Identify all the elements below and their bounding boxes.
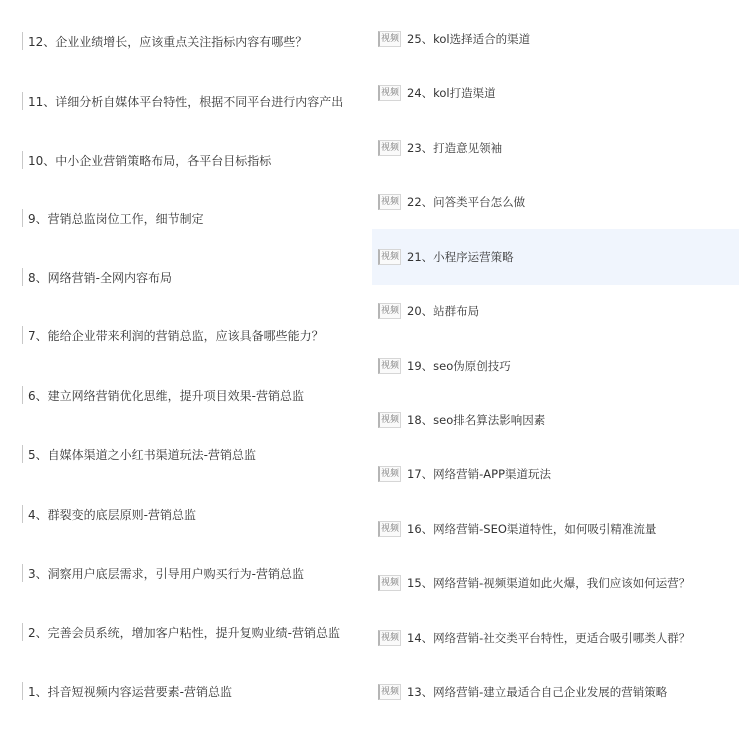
list-item[interactable]	[0, 621, 370, 643]
video-item-label: 19、seo伪原创技巧	[407, 359, 511, 373]
video-item-label: 20、站群布局	[407, 304, 480, 318]
list-item-label: 8、网络营销-全网内容布局	[28, 270, 172, 285]
list-item[interactable]	[0, 149, 370, 171]
list-item-label: 1、抖音短视频内容运营要素-营销总监	[28, 684, 232, 699]
video-badge-icon: 视频	[378, 303, 401, 319]
list-item-label: 4、群裂变的底层原则-营销总监	[28, 507, 196, 522]
list-item[interactable]	[0, 90, 370, 112]
video-item-label: 14、网络营销-社交类平台特性，更适合吸引哪类人群？	[407, 631, 691, 645]
list-item-label: 9、营销总监岗位工作，细节制定	[28, 211, 204, 226]
video-item-label: 16、网络营销-SEO渠道特性，如何吸引精准流量	[407, 522, 657, 536]
video-item-label: 17、网络营销-APP渠道玩法	[407, 467, 552, 481]
video-badge-icon: 视频	[378, 466, 401, 482]
video-list-item[interactable]	[372, 512, 739, 546]
list-item-label: 3、洞察用户底层需求，引导用户购买行为-营销总监	[28, 566, 304, 581]
list-item-label: 5、自媒体渠道之小红书渠道玩法-营销总监	[28, 447, 256, 462]
list-item[interactable]	[0, 562, 370, 584]
video-badge-icon: 视频	[378, 412, 401, 428]
video-list-item[interactable]	[372, 675, 739, 709]
video-badge-icon: 视频	[378, 140, 401, 156]
video-list-item[interactable]	[372, 566, 739, 600]
video-item-label: 21、小程序运营策略	[407, 250, 514, 264]
video-badge-icon: 视频	[378, 684, 401, 700]
video-list-item[interactable]	[372, 185, 739, 219]
video-item-label: 25、kol选择适合的渠道	[407, 32, 531, 46]
video-list-item[interactable]	[372, 403, 739, 437]
video-badge-icon: 视频	[378, 194, 401, 210]
video-list-item[interactable]	[372, 131, 739, 165]
video-list-item[interactable]	[372, 76, 739, 110]
list-item[interactable]	[0, 266, 370, 288]
list-item[interactable]	[0, 384, 370, 406]
list-item-label: 2、完善会员系统，增加客户粘性，提升复购业绩-营销总监	[28, 625, 340, 640]
list-item[interactable]	[0, 324, 370, 346]
list-item[interactable]	[0, 30, 370, 52]
video-item-label: 24、kol打造渠道	[407, 86, 496, 100]
list-item[interactable]	[0, 503, 370, 525]
list-item-label: 11、详细分析自媒体平台特性，根据不同平台进行内容产出	[28, 94, 344, 109]
video-item-label: 23、打造意见领袖	[407, 141, 503, 155]
video-list-item[interactable]	[372, 349, 739, 383]
list-item[interactable]	[0, 680, 370, 702]
video-item-label: 22、问答类平台怎么做	[407, 195, 526, 209]
list-item-label: 10、中小企业营销策略布局，各平台目标指标	[28, 153, 272, 168]
video-item-label: 13、网络营销-建立最适合自己企业发展的营销策略	[407, 685, 668, 699]
video-badge-icon: 视频	[378, 358, 401, 374]
video-list-item-selected[interactable]	[372, 229, 739, 285]
video-list-item[interactable]	[372, 621, 739, 655]
video-badge-icon: 视频	[378, 521, 401, 537]
video-list-item[interactable]	[372, 22, 739, 56]
video-badge-icon: 视频	[378, 31, 401, 47]
video-list-item[interactable]	[372, 294, 739, 328]
list-item-label: 7、能给企业带来利润的营销总监，应该具备哪些能力？	[28, 328, 324, 343]
video-badge-icon: 视频	[378, 630, 401, 646]
list-item[interactable]	[0, 207, 370, 229]
list-item-label: 12、企业业绩增长，应该重点关注指标内容有哪些？	[28, 34, 308, 49]
video-item-label: 18、seo排名算法影响因素	[407, 413, 546, 427]
list-item[interactable]	[0, 443, 370, 465]
video-item-label: 15、网络营销-视频渠道如此火爆，我们应该如何运营？	[407, 576, 691, 590]
video-badge-icon: 视频	[378, 249, 401, 265]
video-list-item[interactable]	[372, 457, 739, 491]
list-item-label: 6、建立网络营销优化思维，提升项目效果-营销总监	[28, 388, 304, 403]
video-badge-icon: 视频	[378, 85, 401, 101]
video-badge-icon: 视频	[378, 575, 401, 591]
